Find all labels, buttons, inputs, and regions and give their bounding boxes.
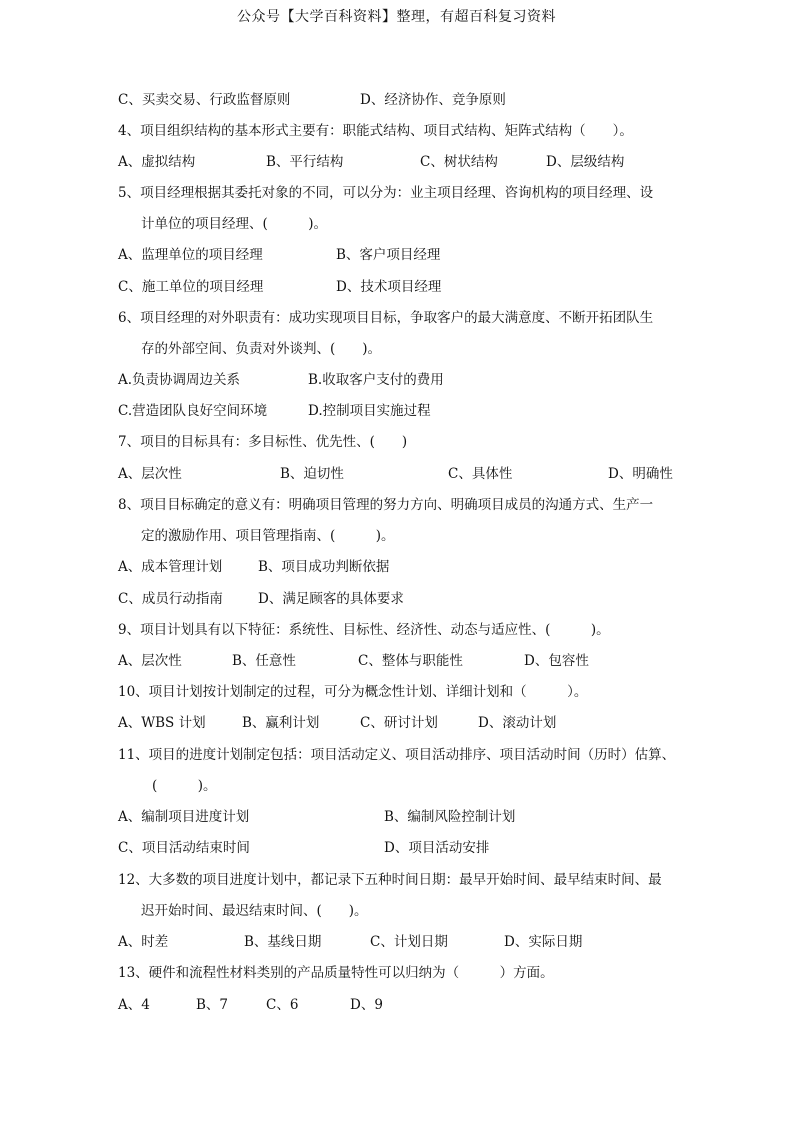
answer-option: D、明确性: [608, 466, 673, 482]
question-text: 9、项目计划具有以下特征：系统性、目标性、经济性、动态与适应性、( )。: [118, 622, 610, 638]
answer-option: B、迫切性: [280, 466, 344, 482]
answer-option: A、层次性: [118, 653, 182, 669]
question-text: 11、项目的进度计划制定包括：项目活动定义、项目活动排序、项目活动时间（历时）估算、: [118, 747, 676, 763]
question-text: 10、项目计划按计划制定的过程，可分为概念性计划、详细计划和（ ）。: [118, 684, 588, 700]
question-text: 5、项目经理根据其委托对象的不同，可以分为：业主项目经理、咨询机构的项目经理、设: [118, 185, 654, 201]
answer-option: B、平行结构: [266, 154, 344, 170]
answer-option: B、客户项目经理: [336, 247, 441, 263]
question-text: 存的外部空间、负责对外谈判、( )。: [141, 341, 382, 357]
answer-option: A、WBS 计划: [118, 715, 206, 731]
answer-option: A.负责协调周边关系: [118, 372, 241, 388]
answer-option: D、包容性: [524, 653, 589, 669]
answer-option: B、赢利计划: [242, 715, 320, 731]
answer-option: A、编制项目进度计划: [118, 809, 250, 825]
answer-option: D、9: [350, 997, 383, 1013]
question-text: 迟开始时间、最迟结束时间、( )。: [141, 903, 368, 919]
question-text: 13、硬件和流程性材料类别的产品质量特性可以归纳为（ ）方面。: [118, 965, 554, 981]
answer-option: A、4: [118, 997, 150, 1013]
question-text: ( )。: [152, 778, 217, 794]
answer-option: A、成本管理计划: [118, 559, 223, 575]
answer-option: D、项目活动安排: [384, 840, 490, 856]
answer-option: C、具体性: [448, 466, 513, 482]
answer-option: C、树状结构: [420, 154, 498, 170]
answer-option: C、成员行动指南: [118, 591, 223, 607]
answer-option: D、滚动计划: [478, 715, 557, 731]
answer-option: D、实际日期: [504, 934, 583, 950]
answer-option: D、经济协作、竞争原则: [360, 92, 506, 108]
answer-option: D.控制项目实施过程: [308, 403, 431, 419]
answer-option: B、基线日期: [244, 934, 322, 950]
question-text: 6、项目经理的对外职责有：成功实现项目目标，争取客户的最大满意度、不断开拓团队生: [118, 310, 654, 326]
option-row: [118, 465, 718, 483]
question-text: 8、项目目标确定的意义有：明确项目管理的努力方向、明确项目成员的沟通方式、生产一: [118, 497, 654, 513]
question-text: 7、项目的目标具有：多目标性、优先性、( ): [118, 434, 408, 450]
option-row: [118, 153, 718, 171]
answer-option: A、层次性: [118, 466, 182, 482]
answer-option: B、任意性: [232, 653, 296, 669]
answer-option: B、项目成功判断依据: [258, 559, 390, 575]
answer-option: B、编制风险控制计划: [384, 809, 516, 825]
page-header: 公众号【大学百科资料】整理，有超百科复习资料: [237, 9, 556, 25]
question-text: 定的激励作用、项目管理指南、( )。: [141, 528, 395, 544]
answer-option: C.营造团队良好空间环境: [118, 403, 268, 419]
answer-option: D、技术项目经理: [336, 279, 442, 295]
answer-option: C、6: [266, 997, 299, 1013]
answer-option: D、层级结构: [546, 154, 625, 170]
option-row: [118, 996, 718, 1014]
answer-option: C、施工单位的项目经理: [118, 279, 264, 295]
answer-option: C、买卖交易、行政监督原则: [118, 92, 291, 108]
option-row: [118, 933, 718, 951]
option-row: [118, 714, 718, 732]
option-row: [118, 652, 718, 670]
option-row: [118, 91, 718, 109]
option-row: [118, 558, 718, 576]
answer-option: C、整体与职能性: [358, 653, 463, 669]
answer-option: A、监理单位的项目经理: [118, 247, 263, 263]
option-row: [118, 402, 718, 420]
answer-option: C、研讨计划: [360, 715, 438, 731]
question-text: 4、项目组织结构的基本形式主要有：职能式结构、项目式结构、矩阵式结构（ ）。: [118, 123, 633, 139]
option-row: [118, 839, 718, 857]
answer-option: C、项目活动结束时间: [118, 840, 250, 856]
answer-option: B、7: [196, 997, 229, 1013]
option-row: [118, 246, 718, 264]
option-row: [118, 371, 718, 389]
option-row: [118, 808, 718, 826]
question-text: 12、大多数的项目进度计划中，都记录下五种时间日期：最早开始时间、最早结束时间、最: [118, 872, 662, 888]
answer-option: B.收取客户支付的费用: [308, 372, 444, 388]
answer-option: A、虚拟结构: [118, 154, 196, 170]
option-row: [118, 590, 718, 608]
answer-option: A、时差: [118, 934, 169, 950]
answer-option: D、满足顾客的具体要求: [258, 591, 404, 607]
question-text: 计单位的项目经理、( )。: [141, 216, 328, 232]
option-row: [118, 278, 718, 296]
answer-option: C、计划日期: [370, 934, 448, 950]
